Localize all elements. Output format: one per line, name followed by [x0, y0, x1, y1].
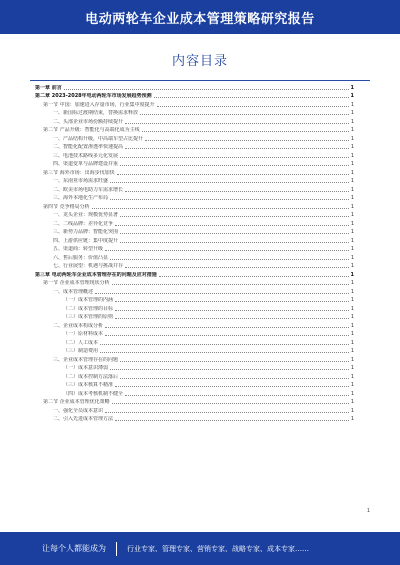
- toc-leader-dots: [154, 97, 349, 98]
- toc-leader-dots: [112, 284, 349, 285]
- footer-bar: [0, 532, 400, 565]
- toc-leader-dots: [145, 140, 349, 141]
- toc-leader-dots: [95, 293, 349, 294]
- toc-entry-page: 1: [350, 297, 354, 303]
- toc-entry[interactable]: [35, 380, 354, 389]
- toc-entry[interactable]: [35, 405, 354, 414]
- toc-entry-page: 1: [350, 280, 354, 286]
- toc-leader-dots: [115, 310, 349, 311]
- toc-entry[interactable]: [35, 235, 354, 244]
- toc-entry-title: 三、海外本地化生产布局: [53, 195, 109, 201]
- toc-entry-page: 1: [350, 373, 354, 380]
- toc-entry[interactable]: [35, 269, 354, 278]
- toc-entry-page: 1: [350, 118, 354, 125]
- toc-entry[interactable]: [35, 167, 354, 176]
- toc-entry-page: 1: [350, 84, 354, 91]
- toc-leader-dots: [120, 378, 349, 379]
- toc-entry-page: 1: [350, 101, 354, 108]
- toc-entry-title: 四、渠道变革与品牌建设并重: [53, 161, 119, 167]
- toc-entry-title: （二）成本控制方法落后: [63, 373, 119, 380]
- toc-entry-page: 1: [350, 399, 354, 405]
- toc-leader-dots: [142, 131, 349, 132]
- report-title: 电动两轮车企业成本管理策略研究报告: [85, 11, 315, 27]
- toc-entry-title: 二、欧美市场电助力车需求增长: [53, 186, 124, 193]
- toc-leader-dots: [100, 352, 349, 353]
- toc-entry[interactable]: [35, 116, 354, 125]
- toc-entry-title: 第四节 竞争格局分析: [43, 203, 90, 210]
- toc-entry-page: 1: [350, 416, 354, 422]
- toc-entry[interactable]: [35, 363, 354, 372]
- toc-entry[interactable]: [35, 388, 354, 397]
- toc-entry-title: （四）成本考核机制不健全: [63, 390, 124, 397]
- toc-entry-title: 四、上游供应链：集中度提升: [53, 237, 119, 244]
- toc-leader-dots: [120, 242, 349, 243]
- toc-entry[interactable]: [35, 108, 354, 117]
- heading-divider: [30, 80, 370, 81]
- toc-entry-title: 二、头部企业市场份额持续提升: [53, 118, 124, 125]
- toc-leader-dots: [105, 250, 349, 251]
- toc-leader-dots: [105, 327, 349, 328]
- toc-entry[interactable]: [35, 346, 354, 355]
- toc-leader-dots: [125, 267, 349, 268]
- toc-entry[interactable]: [35, 150, 354, 159]
- toc-entry-title: （二）成本管理的目标: [63, 305, 114, 312]
- toc-entry[interactable]: [35, 312, 354, 321]
- page-number: 1: [366, 508, 370, 514]
- toc-entry[interactable]: [35, 414, 354, 423]
- toc-entry-page: 1: [350, 186, 354, 193]
- toc-entry-title: 二、二线品牌：差异化竞争: [53, 220, 114, 227]
- toc-entry-page: 1: [350, 144, 354, 150]
- toc-entry-title: 一、东南亚市场需求旺盛: [53, 178, 109, 184]
- toc-entry-title: （一）成本管理的内涵: [63, 297, 114, 303]
- toc-leader-dots: [120, 165, 349, 166]
- toc-entry-title: 第一节 企业成本管理现状分析: [43, 280, 110, 286]
- toc-entry-title: 三、企业成本管理存在的问题: [53, 356, 119, 363]
- toc-entry-page: 1: [350, 246, 354, 252]
- toc-entry-title: 第三节 海外市场：出海步伐加快: [43, 169, 115, 176]
- toc-entry-title: （三）成本管理的原则: [63, 314, 114, 320]
- toc-entry-page: 1: [350, 322, 354, 329]
- toc-entry[interactable]: [35, 354, 354, 363]
- toc-leader-dots: [110, 369, 349, 370]
- toc-leader-dots: [105, 335, 349, 336]
- toc-entry-page: 1: [350, 127, 354, 133]
- toc-entry-page: 1: [350, 356, 354, 363]
- toc-entry[interactable]: [35, 252, 354, 261]
- toc-entry[interactable]: [35, 295, 354, 304]
- toc-entry-title: 一、强化全员成本意识: [53, 407, 104, 414]
- toc-entry[interactable]: [35, 218, 354, 227]
- toc-entry-title: （三）成本核算不精准: [63, 382, 114, 388]
- toc-entry-page: 1: [350, 203, 354, 210]
- toc-entry-page: 1: [350, 161, 354, 167]
- toc-entry-title: （一）原材料成本: [63, 331, 104, 337]
- toc-entry-page: 1: [350, 263, 354, 269]
- toc-entry[interactable]: [35, 303, 354, 312]
- toc-entry-page: 1: [350, 220, 354, 227]
- toc-entry-title: （三）制造费用: [63, 348, 99, 354]
- toc-entry-page: 1: [350, 212, 354, 218]
- toc-leader-dots: [125, 148, 349, 149]
- toc-entry[interactable]: [35, 99, 354, 108]
- toc-entry[interactable]: [35, 320, 354, 329]
- toc-entry[interactable]: [35, 201, 354, 210]
- toc-entry[interactable]: [35, 142, 354, 151]
- toc-entry-title: （一）成本意识薄弱: [63, 365, 109, 371]
- toc-entry-title: 一、成本管理概述: [53, 288, 94, 295]
- toc-entry-title: 三、电池技术路线多元化发展: [53, 152, 119, 159]
- toc-entry-title: 七、行业展望：机遇与挑战并存: [53, 263, 124, 269]
- toc-entry-title: 一、产品结构升级，中高端车型占比提升: [53, 135, 144, 142]
- toc-entry-title: 二、企业成本构成分析: [53, 322, 104, 329]
- toc-entry[interactable]: [35, 286, 354, 295]
- toc-leader-dots: [117, 174, 349, 175]
- toc-entry[interactable]: [35, 244, 354, 253]
- toc-entry-page: 1: [350, 254, 354, 261]
- toc-entry-page: 1: [350, 152, 354, 159]
- toc-entry[interactable]: [35, 397, 354, 406]
- toc-entry[interactable]: [35, 82, 354, 91]
- toc-entry-title: 第一章 前言: [35, 84, 62, 91]
- toc-entry-title: 三、新势力品牌：智能化突围: [53, 229, 119, 235]
- toc-entry[interactable]: [35, 278, 354, 287]
- toc-leader-dots: [125, 191, 349, 192]
- toc-entry-page: 1: [350, 339, 354, 346]
- toc-leader-dots: [157, 106, 349, 107]
- toc-entry[interactable]: [35, 91, 354, 100]
- toc-entry-title: 二、智能化配置渗透率快速提高: [53, 144, 124, 150]
- footer-divider: [116, 542, 117, 556]
- toc-entry-page: 1: [350, 288, 354, 295]
- toc-entry-page: 1: [350, 110, 354, 116]
- toc-entry-page: 1: [350, 195, 354, 201]
- toc-leader-dots: [110, 182, 349, 183]
- toc-entry-title: 二、引入先进成本管理方法: [53, 416, 114, 422]
- table-of-contents: [35, 82, 354, 422]
- toc-entry-page: 1: [350, 135, 354, 142]
- toc-entry-page: 1: [350, 331, 354, 337]
- toc-entry-page: 1: [350, 407, 354, 414]
- toc-leader-dots: [115, 420, 349, 421]
- toc-leader-dots: [92, 208, 349, 209]
- toc-leader-dots: [110, 199, 349, 200]
- toc-entry[interactable]: [35, 261, 354, 270]
- toc-entry-page: 1: [350, 348, 354, 354]
- toc-entry[interactable]: [35, 176, 354, 185]
- toc-leader-dots: [105, 412, 349, 413]
- toc-entry-title: 五、渠道商：转型升级: [53, 246, 104, 252]
- toc-entry-page: 1: [350, 271, 354, 278]
- toc-entry-title: （二）人工成本: [63, 339, 99, 346]
- toc-entry[interactable]: [35, 210, 354, 219]
- toc-entry[interactable]: [35, 193, 354, 202]
- toc-leader-dots: [115, 225, 349, 226]
- report-header-bar: [0, 0, 400, 34]
- toc-entry-title: 第二节 企业成本管理优化策略: [43, 399, 110, 405]
- toc-entry-title: 第一节 中国：加速进入存量市场，行业集中度提升: [43, 101, 155, 108]
- toc-entry[interactable]: [35, 184, 354, 193]
- toc-heading: 内容目录: [171, 54, 228, 69]
- toc-entry-title: 第二章 2023-2028年电动两轮车市场发展趋势预测: [35, 93, 152, 99]
- toc-entry-page: 1: [350, 178, 354, 184]
- toc-entry-page: 1: [350, 237, 354, 244]
- toc-leader-dots: [120, 233, 349, 234]
- toc-leader-dots: [140, 114, 349, 115]
- toc-leader-dots: [115, 301, 349, 302]
- toc-entry[interactable]: [35, 227, 354, 236]
- toc-entry-title: 第三章 电动两轮车企业成本管理存在的问题及应对措施: [35, 271, 157, 278]
- toc-entry[interactable]: [35, 337, 354, 346]
- toc-entry-page: 1: [350, 305, 354, 312]
- toc-leader-dots: [115, 386, 349, 387]
- footer-slogan: 行业专家、管理专家、营销专家、战略专家、成本专家……: [127, 544, 309, 553]
- toc-entry-page: 1: [350, 365, 354, 371]
- toc-entry-page: 1: [350, 314, 354, 320]
- toc-entry-page: 1: [350, 382, 354, 388]
- toc-entry-page: 1: [350, 93, 354, 99]
- toc-entry-page: 1: [350, 390, 354, 397]
- toc-leader-dots: [112, 403, 349, 404]
- toc-leader-dots: [159, 276, 349, 277]
- toc-entry-title: 一、新国标过渡期结束，替换需求释放: [53, 110, 139, 116]
- toc-leader-dots: [120, 216, 349, 217]
- footer-lead-text: 让每个人都能成为: [42, 544, 106, 553]
- toc-entry-title: 一、龙头企业：规模优势显著: [53, 212, 119, 218]
- toc-entry-title: 六、售后服务：价值凸显: [53, 254, 109, 261]
- toc-leader-dots: [125, 395, 349, 396]
- toc-entry-title: 第二节 产品升级：智能化与高端化成为主线: [43, 127, 140, 133]
- toc-entry-page: 1: [350, 229, 354, 235]
- toc-entry[interactable]: [35, 371, 354, 380]
- toc-leader-dots: [100, 344, 349, 345]
- toc-leader-dots: [120, 157, 349, 158]
- toc-leader-dots: [115, 318, 349, 319]
- toc-leader-dots: [125, 123, 349, 124]
- toc-leader-dots: [120, 361, 349, 362]
- toc-entry[interactable]: [35, 125, 354, 134]
- toc-leader-dots: [110, 259, 349, 260]
- toc-entry[interactable]: [35, 329, 354, 338]
- toc-entry[interactable]: [35, 159, 354, 168]
- toc-entry[interactable]: [35, 133, 354, 142]
- toc-entry-page: 1: [350, 169, 354, 176]
- toc-leader-dots: [64, 89, 349, 90]
